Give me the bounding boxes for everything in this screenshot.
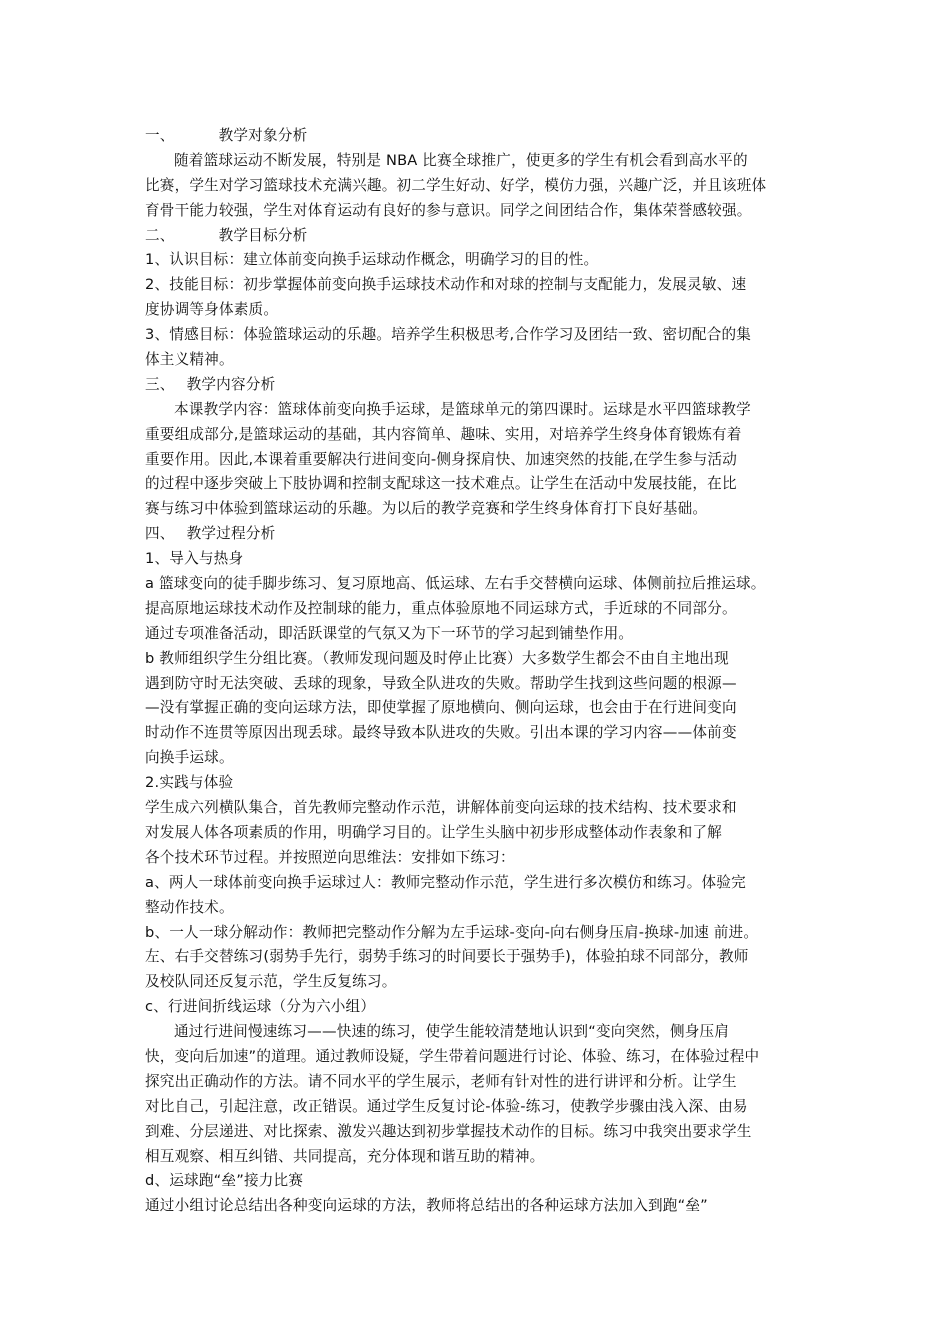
section-number: 二、 — [145, 226, 175, 244]
section-heading — [145, 522, 817, 547]
line-text: 2.实践与体验 — [145, 774, 234, 792]
text-line — [145, 398, 817, 423]
section-title: 教学过程分析 — [186, 525, 276, 543]
line-text: 体主义精神。 — [145, 351, 234, 369]
text-line — [145, 945, 817, 970]
text-line — [145, 995, 817, 1020]
line-text: 育骨干能力较强，学生对体育运动有良好的参与意识。同学之间团结合作，集体荣誉感较强。 — [145, 201, 752, 219]
text-line — [145, 1169, 817, 1194]
text-line — [145, 1045, 817, 1070]
text-line — [145, 771, 817, 796]
line-text: a 篮球变向的徒手脚步练习、复习原地高、低运球、左右手交替横向运球、体侧前拉后推运球。 — [145, 575, 766, 593]
line-text: b、一人一球分解动作：教师把完整动作分解为左手运球-变向-向右侧身压肩-换球-加速 前进。 — [145, 923, 759, 941]
text-line — [145, 497, 817, 522]
line-text: 各个技术环节过程。并按照逆向思维法：安排如下练习： — [145, 848, 515, 866]
section-heading — [145, 124, 817, 149]
text-line — [145, 896, 817, 921]
line-text: 的过程中逐步突破上下肢协调和控制支配球这一技术难点。让学生在活动中发展技能，在比 — [145, 475, 737, 493]
text-line — [145, 298, 817, 323]
line-text: 度协调等身体素质。 — [145, 301, 279, 319]
line-text: 通过专项准备活动，即活跃课堂的气氛又为下一环节的学习起到铺垫作用。 — [145, 624, 634, 642]
text-line — [145, 721, 817, 746]
text-line — [145, 622, 817, 647]
line-text: 向换手运球。 — [145, 749, 234, 767]
text-line — [145, 348, 817, 373]
section-number: 三、 — [145, 375, 175, 393]
text-line — [145, 572, 817, 597]
line-text: 及校队同还反复示范，学生反复练习。 — [145, 973, 397, 991]
text-line — [145, 746, 817, 771]
line-text: 整动作技术。 — [145, 898, 234, 916]
line-text: c、行进间折线运球（分为六小组） — [145, 998, 376, 1016]
text-line — [145, 871, 817, 896]
text-line — [145, 174, 817, 199]
line-text: 左、右手交替练习(弱势手先行，弱势手练习的时间要长于强势手)，体验拍球不同部分，教师 — [145, 948, 749, 966]
line-text: 提高原地运球技术动作及控制球的能力，重点体验原地不同运球方式，手近球的不同部分。 — [145, 599, 737, 617]
line-text: 探究出正确动作的方法。请不同水平的学生展示，老师有针对性的进行讲评和分析。让学生 — [145, 1072, 737, 1090]
line-text: 3、情感目标：体验篮球运动的乐趣。培养学生积极思考,合作学习及团结一致、密切配合的集 — [145, 326, 752, 344]
line-text: 1、认识目标：建立体前变向换手运球动作概念，明确学习的目的性。 — [145, 251, 599, 269]
text-line — [145, 647, 817, 672]
text-line — [145, 1120, 817, 1145]
text-line — [145, 597, 817, 622]
line-text: 本课教学内容：篮球体前变向换手运球，是篮球单元的第四课时。运球是水平四篮球教学 — [174, 400, 751, 418]
text-line — [145, 821, 817, 846]
text-line — [145, 1070, 817, 1095]
line-text: 赛与练习中体验到篮球运动的乐趣。为以后的教学竞赛和学生终身体育打下良好基础。 — [145, 500, 708, 518]
section-title: 教学目标分析 — [218, 226, 308, 244]
text-line — [145, 796, 817, 821]
line-text: b 教师组织学生分组比赛。（教师发现问题及时停止比赛）大多数学生都会不由自主地出现 — [145, 649, 729, 667]
line-text: 1、导入与热身 — [145, 550, 244, 568]
text-line — [145, 970, 817, 995]
line-text: 相互观察、相互纠错、共同提高，充分体现和谐互助的精神。 — [145, 1147, 545, 1165]
text-line — [145, 472, 817, 497]
text-line — [145, 921, 817, 946]
line-text: a、两人一球体前变向换手运球过人：教师完整动作示范，学生进行多次模仿和练习。体验完 — [145, 873, 746, 891]
line-text: 时动作不连贯等原因出现丢球。最终导致本队进攻的失败。引出本课的学习内容——体前变 — [145, 724, 737, 742]
text-line — [145, 149, 817, 174]
section-heading — [145, 224, 817, 249]
text-line — [145, 199, 817, 224]
line-text: 重要组成部分,是篮球运动的基础，其内容简单、趣味、实用，对培养学生终身体育锻炼有着 — [145, 425, 742, 443]
line-text: 重要作用。因此,本课着重要解决行进间变向-侧身探肩快、加速突然的技能,在学生参与活动 — [145, 450, 738, 468]
line-text: d、运球跑“垒”接力比赛 — [145, 1172, 304, 1190]
line-text: 对比自己，引起注意，改正错误。通过学生反复讨论-体验-练习，使教学步骤由浅入深、由易 — [145, 1097, 748, 1115]
line-text: 遇到防守时无法突破、丢球的现象，导致全队进攻的失败。帮助学生找到这些问题的根源— — [145, 674, 737, 692]
section-number: 四、 — [145, 525, 175, 543]
text-line — [145, 1095, 817, 1120]
line-text: 对发展人体各项素质的作用，明确学习目的。让学生头脑中初步形成整体动作表象和了解 — [145, 823, 722, 841]
text-line — [145, 1020, 817, 1045]
text-line — [145, 273, 817, 298]
text-line — [145, 448, 817, 473]
text-line — [145, 547, 817, 572]
text-line — [145, 1145, 817, 1170]
line-text: 通过行进间慢速练习——快速的练习，使学生能较清楚地认识到“变向突然，侧身压肩 — [174, 1023, 730, 1041]
document-body — [145, 124, 817, 1219]
text-line — [145, 423, 817, 448]
text-line — [145, 696, 817, 721]
text-line — [145, 248, 817, 273]
section-title: 教学对象分析 — [218, 127, 308, 144]
line-text: —没有掌握正确的变向运球方法，即使掌握了原地横向、侧向运球，也会由于在行进间变向 — [145, 699, 737, 717]
text-line — [145, 672, 817, 697]
line-text: 2、技能目标：初步掌握体前变向换手运球技术动作和对球的控制与支配能力，发展灵敏、速 — [145, 276, 747, 294]
line-text: 通过小组讨论总结出各种变向运球的方法，教师将总结出的各种运球方法加入到跑“垒” — [145, 1197, 708, 1215]
text-line — [145, 323, 817, 348]
section-number: 一、 — [145, 127, 175, 144]
section-heading — [145, 373, 817, 398]
line-text: 学生成六列横队集合，首先教师完整动作示范，讲解体前变向运球的技术结构、技术要求和 — [145, 799, 737, 817]
line-text: 到难、分层递进、对比探索、激发兴趣达到初步掌握技术动作的目标。练习中我突出要求学生 — [145, 1122, 752, 1140]
text-line — [145, 846, 817, 871]
line-text: 快，变向后加速”的道理。通过教师设疑，学生带着问题进行讨论、体验、练习，在体验过程中 — [145, 1047, 760, 1065]
line-text: 随着篮球运动不断发展，特别是 NBA 比赛全球推广，使更多的学生有机会看到高水平的 — [174, 151, 748, 169]
text-line — [145, 1194, 817, 1219]
section-title: 教学内容分析 — [186, 375, 276, 393]
line-text: 比赛，学生对学习篮球技术充满兴趣。初二学生好动、好学，模仿力强，兴趣广泛，并且该班体 — [145, 176, 767, 194]
